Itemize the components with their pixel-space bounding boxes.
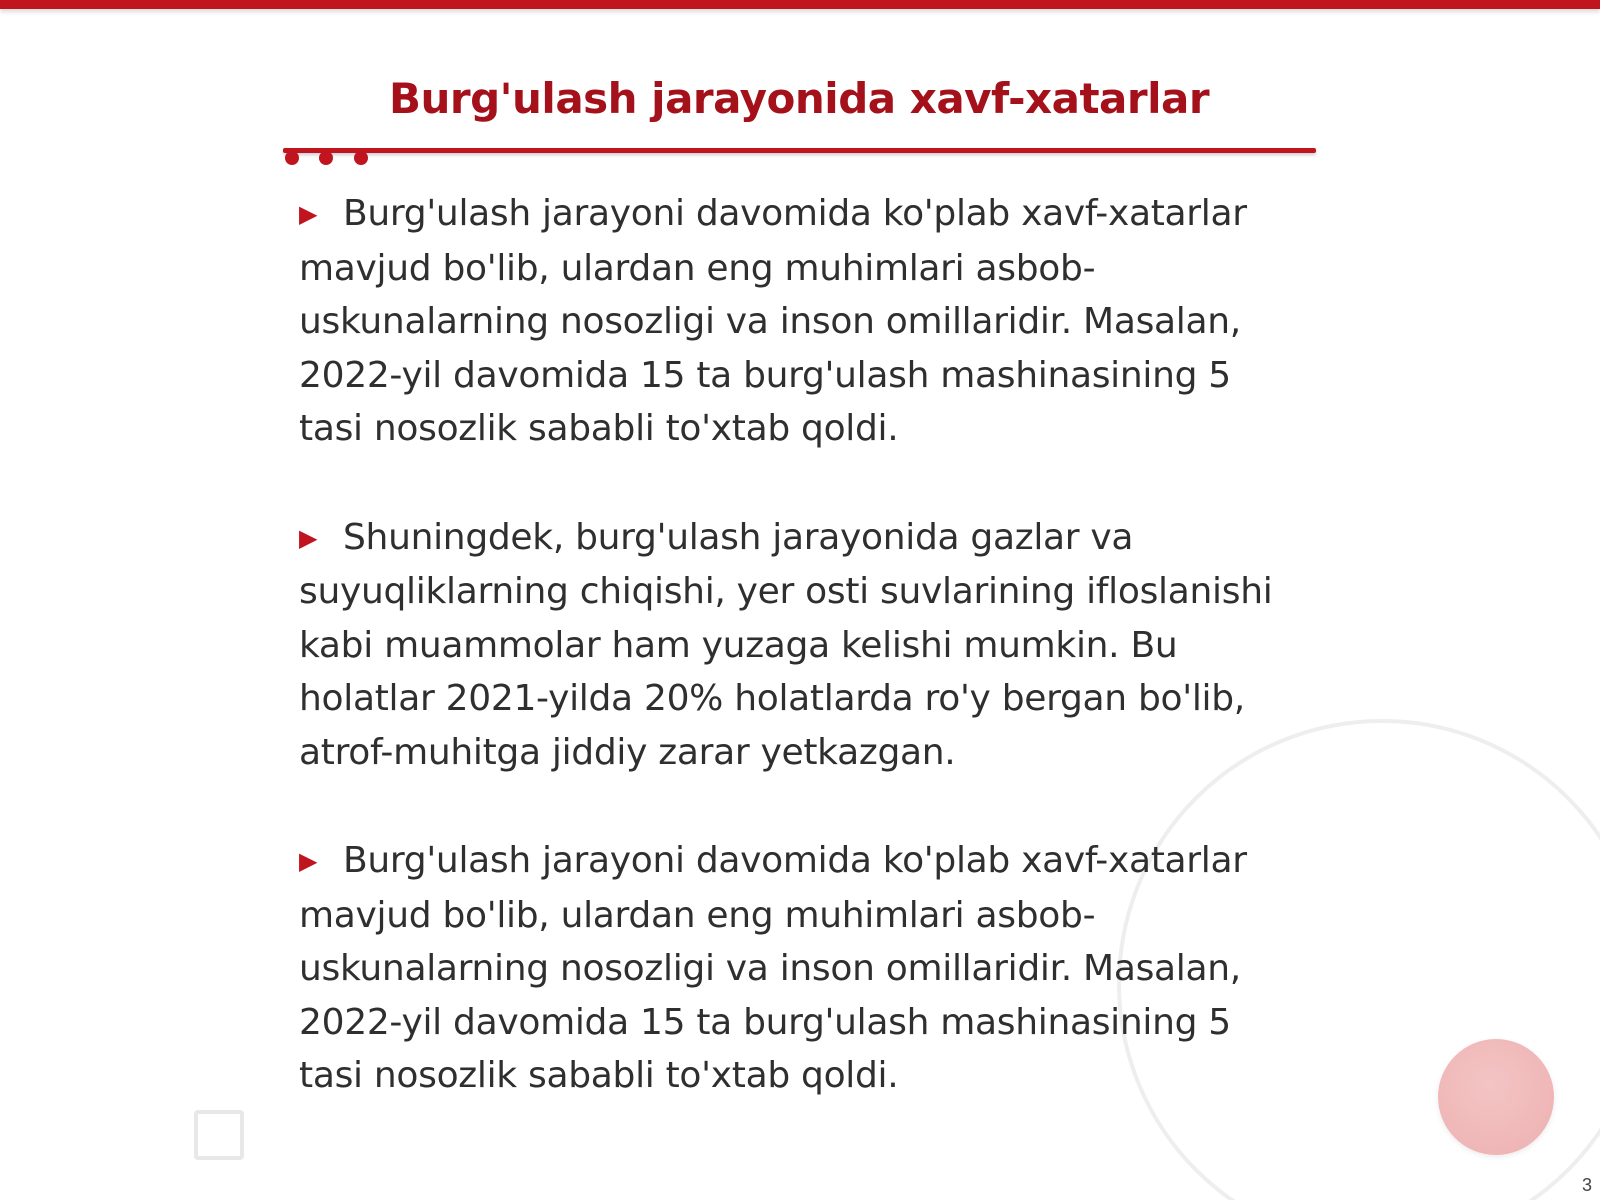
slide-title: Burg'ulash jarayonida xavf-xatarlar	[388, 74, 1210, 123]
page-number: 3	[1581, 1175, 1592, 1195]
triangle-bullet-icon: ▶	[299, 200, 318, 228]
bullet-text: Burg'ulash jarayoni davomida ko'plab xavf-xatarlar mavjud bo'lib, ulardan eng muhimlari asbob-uskunalarning nosozligi va inson omillaridir. Masalan, 2022-yil davomida 15 ta burg'ulash mashinasining 5 tasi nosozlik sababli to'xtab qoldi.	[299, 193, 1247, 449]
bullet-text: Shuningdek, burg'ulash jarayonida gazlar va suyuqliklarning chiqishi, yer osti suvlarining ifloslanishi kabi muammolar ham yuzaga kelishi mumkin. Bu holatlar 2021-yilda 20% holatlarda ro'y bergan bo'lib, atrof-muhitga jiddiy zarar yetkazgan.	[299, 516, 1273, 773]
top-accent-bar	[0, 0, 1600, 9]
decor-dot	[354, 151, 368, 165]
title-underline	[283, 148, 1316, 153]
bullet-text: Burg'ulash jarayoni davomida ko'plab xavf-xatarlar mavjud bo'lib, ulardan eng muhimlari asbob-uskunalarning nosozligi va inson omillaridir. Masalan, 2022-yil davomida 15 ta burg'ulash mashinasining 5 tasi nosozlik sababli to'xtab qoldi.	[299, 840, 1247, 1096]
decor-dot	[285, 151, 299, 165]
bullet-item	[299, 187, 1289, 456]
bullet-list	[299, 187, 1289, 1158]
decor-dot	[319, 151, 333, 165]
triangle-bullet-icon: ▶	[299, 847, 318, 875]
bullet-item	[299, 511, 1289, 780]
decor-square	[194, 1110, 244, 1160]
decor-circle	[1438, 1039, 1554, 1155]
bullet-item	[299, 834, 1289, 1103]
triangle-bullet-icon: ▶	[299, 523, 318, 552]
